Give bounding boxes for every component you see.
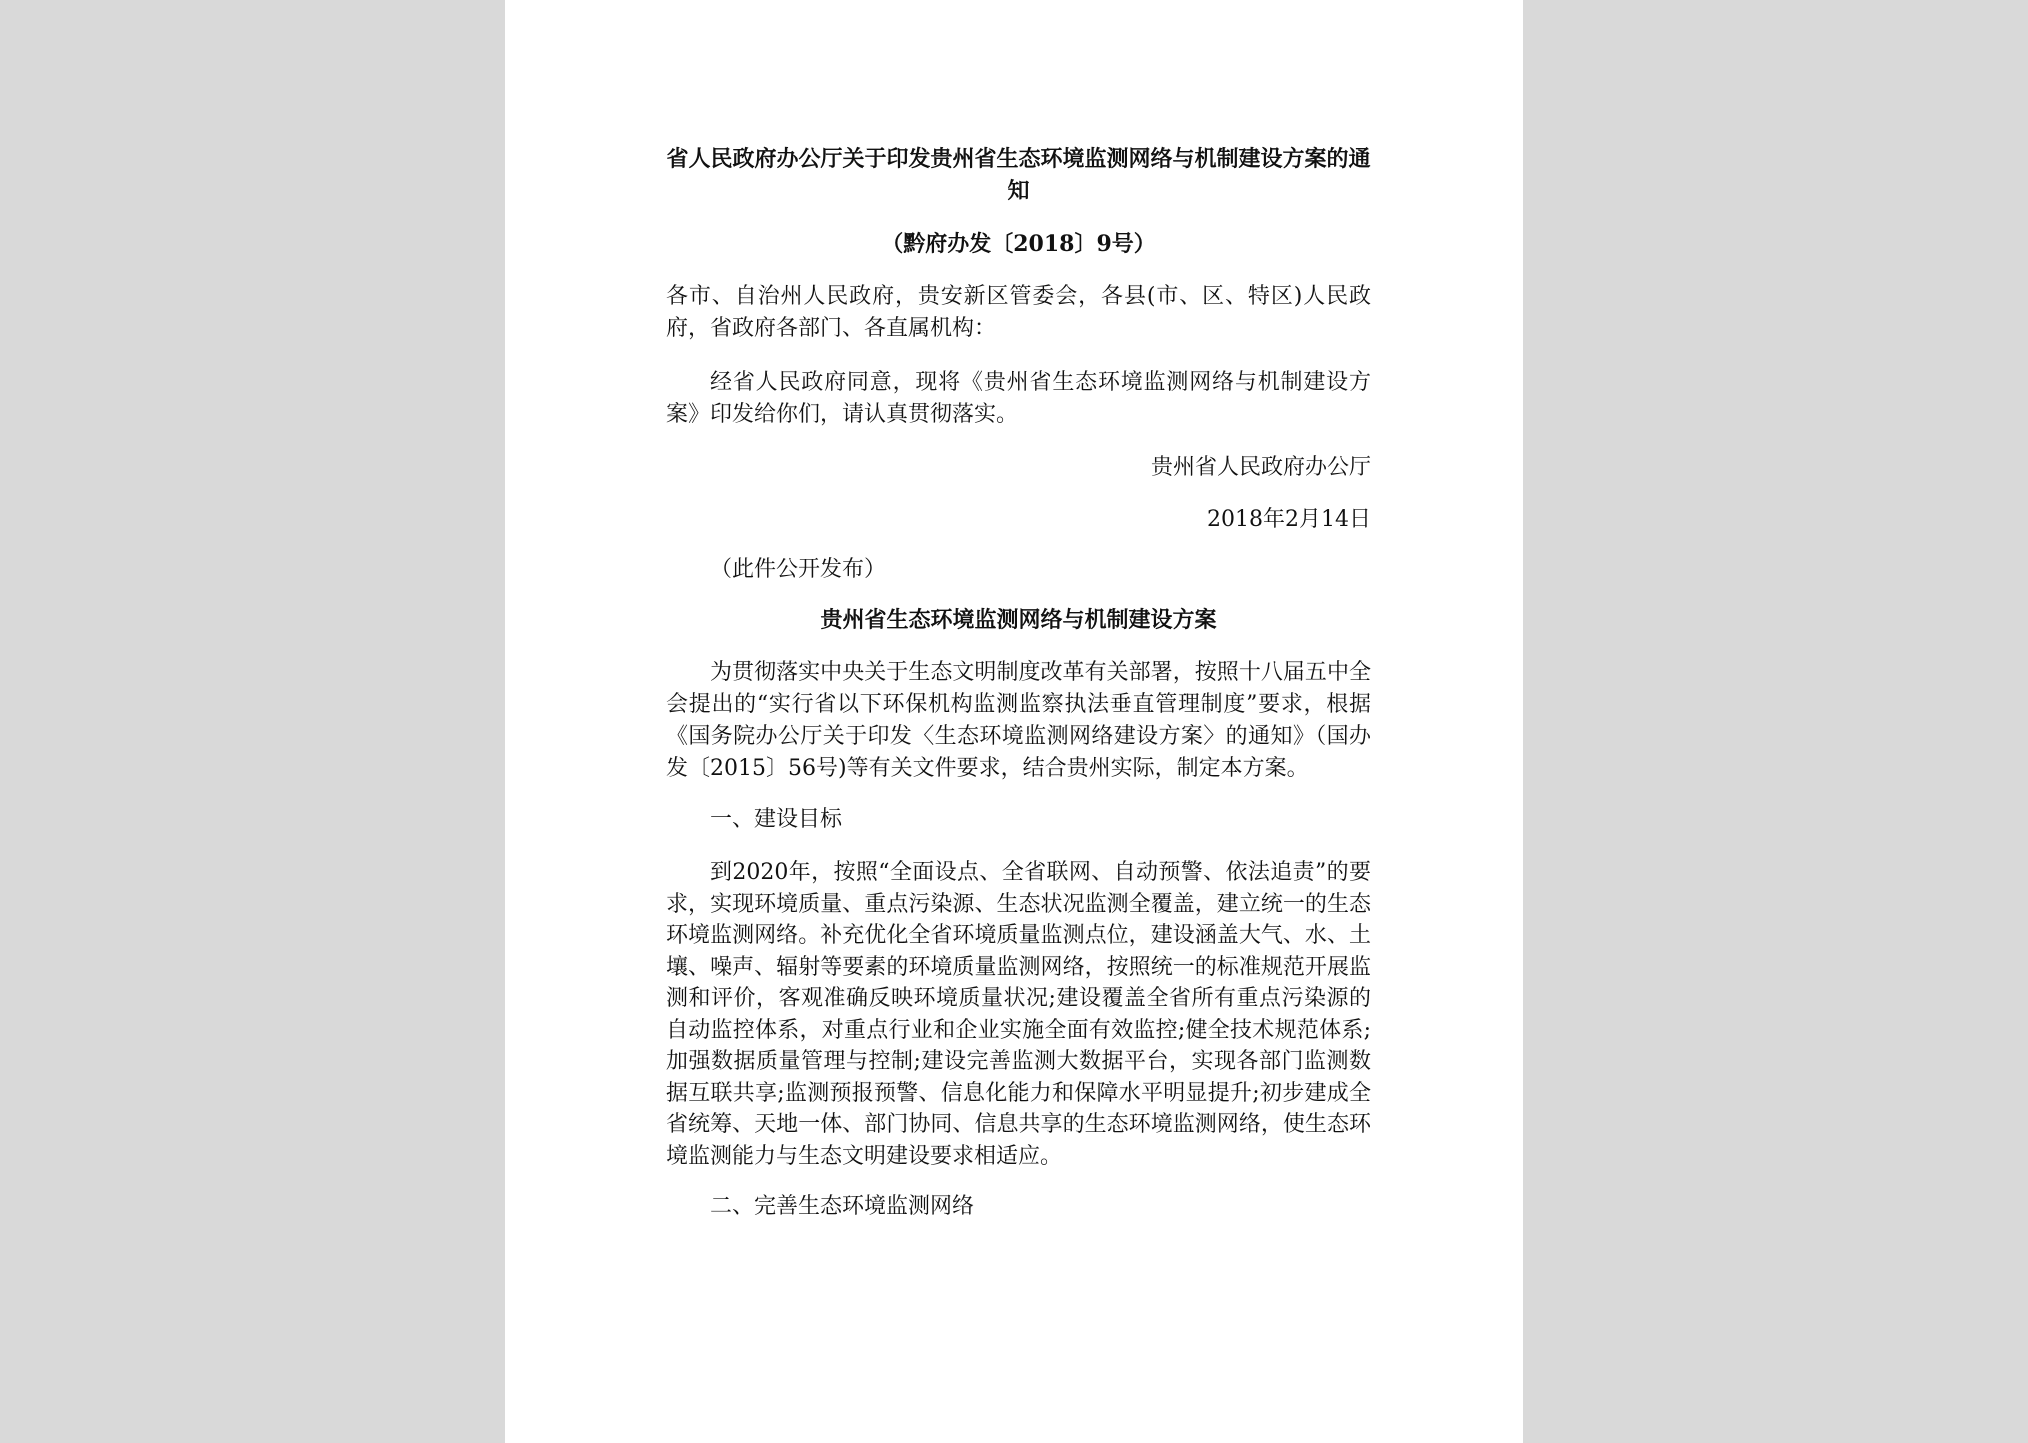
document-page: [505, 0, 1523, 1443]
issue-date: 2018年2月14日: [1207, 507, 1371, 532]
section-1-heading: 一、建设目标: [710, 807, 843, 832]
intro-paragraph: 经省人民政府同意，现将《贵州省生态环境监测网络与机制建设方案》印发给你们，请认真贯彻落实。: [666, 370, 1371, 427]
document-content: [666, 143, 1371, 1222]
document-title: 省人民政府办公厅关于印发贵州省生态环境监测网络与机制建设方案的通知: [666, 146, 1371, 204]
publish-note: （此件公开发布）: [710, 557, 887, 582]
issuer: 贵州省人民政府办公厅: [1150, 455, 1371, 480]
plan-intro-paragraph: 为贯彻落实中央关于生态文明制度改革有关部署，按照十八届五中全会提出的“实行省以下环保机构监测监察执法垂直管理制度”要求，根据《国务院办公厅关于印发〈生态环境监测网络建设方案〉的通知》（国办发〔2015〕56号)等有关文件要求，结合贵州实际，制定本方案。: [666, 660, 1371, 781]
addressee: 各市、自治州人民政府，贵安新区管委会，各县(市、区、特区)人民政府，省政府各部门、各直属机构：: [666, 284, 1371, 341]
document-number: （黔府办发〔2018〕9号）: [881, 231, 1156, 257]
plan-title: 贵州省生态环境监测网络与机制建设方案: [820, 607, 1217, 633]
section-1-paragraph: 到2020年，按照“全面设点、全省联网、自动预警、依法追责”的要求，实现环境质量、重点污染源、生态状况监测全覆盖，建立统一的生态环境监测网络。补充优化全省环境质量监测点位，建设涵盖大气、水、土壤、噪声、辐射等要素的环境质量监测网络，按照统一的标准规范开展监测和评价，客观准确反映环境质量状况;建设覆盖全省所有重点污染源的自动监控体系，对重点行业和企业实施全面有效监控;健全技术规范体系;加强数据质量管理与控制;建设完善监测大数据平台，实现各部门监测数据互联共享;监测预报预警、信息化能力和保障水平明显提升;初步建成全省统筹、天地一体、部门协同、信息共享的生态环境监测网络，使生态环境监测能力与生态文明建设要求相适应。: [666, 860, 1371, 1169]
section-2-heading: 二、完善生态环境监测网络: [710, 1194, 975, 1219]
